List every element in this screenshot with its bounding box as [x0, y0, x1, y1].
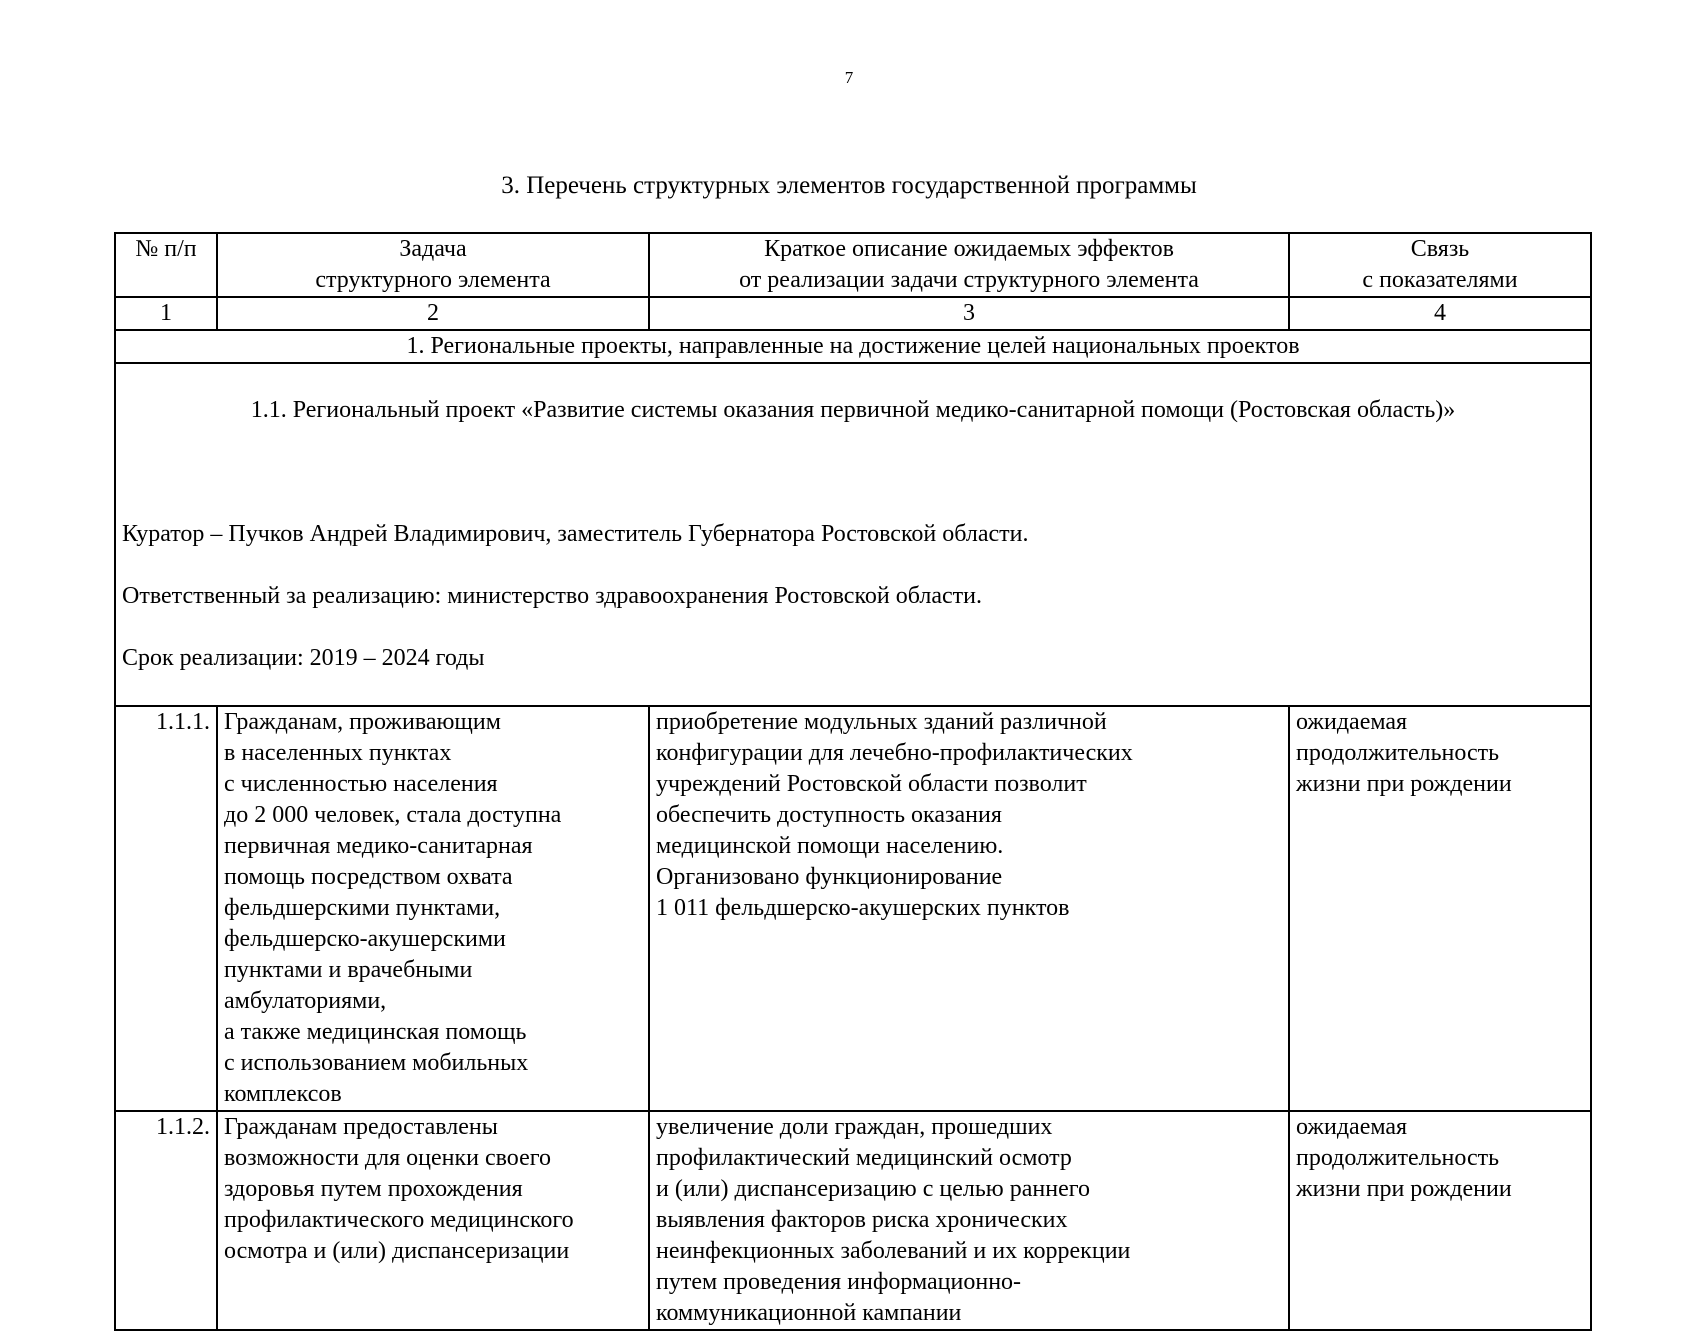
column-number-row: [115, 297, 1591, 330]
row-number: 1.1.2.: [115, 1111, 217, 1330]
row-indicator: ожидаемая продолжительность жизни при рождении: [1289, 706, 1591, 1111]
table-row: [115, 706, 1591, 1111]
table-header-row: [115, 233, 1591, 297]
row-task: Гражданам, проживающим в населенных пунктах с численностью населения до 2 000 человек, стала доступна первичная медико-санитарная помощь посредством охвата фельдшерскими пунктами, фельдшерско-акушерскими пунктами и врачебными амбулаториями, а также медицинская помощь с использованием мобильных комплексов: [217, 706, 649, 1111]
spacer: [122, 457, 1584, 488]
row-indicator: ожидаемая продолжительность жизни при рождении: [1289, 1111, 1591, 1330]
column-number: 4: [1289, 297, 1591, 330]
column-number: 2: [217, 297, 649, 330]
project-title: 1.1. Региональный проект «Развитие системы оказания первичной медико-санитарной помощи (Ростовская область)»: [250, 397, 1456, 423]
column-number: 1: [115, 297, 217, 330]
column-number: 3: [649, 297, 1289, 330]
header-number: № п/п: [115, 233, 217, 297]
structural-elements-table: [114, 232, 1592, 1331]
project-cell: [115, 363, 1591, 706]
row-effect: приобретение модульных зданий различной конфигурации для лечебно-профилактических учреждений Ростовской области позволит обеспечить доступность оказания медицинской помощи населению. Организовано функционирование 1 011 фельдшерско-акушерских пунктов: [649, 706, 1289, 1111]
header-effect: Краткое описание ожидаемых эффектов от реализации задачи структурного элемента: [649, 233, 1289, 297]
page-number: 7: [844, 68, 854, 87]
row-effect: увеличение доли граждан, прошедших профилактический медицинский осмотр и (или) диспансеризацию с целью раннего выявления факторов риска хронических неинфекционных заболеваний и их коррекции путем проведения информационно- коммуникационной кампании: [649, 1111, 1289, 1330]
project-term: Срок реализации: 2019 – 2024 годы: [122, 645, 485, 671]
row-task: Гражданам предоставлены возможности для оценки своего здоровья путем прохождения профилактического медицинского осмотра и (или) диспансеризации: [217, 1111, 649, 1330]
section-heading: 1. Региональные проекты, направленные на достижение целей национальных проектов: [115, 330, 1591, 363]
header-task: Задача структурного элемента: [217, 233, 649, 297]
section-title: 3. Перечень структурных элементов государственной программы: [501, 172, 1197, 199]
header-indicator: Связь с показателями: [1289, 233, 1591, 297]
section-row: [115, 330, 1591, 363]
table-row: [115, 1111, 1591, 1330]
row-number: 1.1.1.: [115, 706, 217, 1111]
project-row: [115, 363, 1591, 706]
project-curator: Куратор – Пучков Андрей Владимирович, заместитель Губернатора Ростовской области.: [122, 521, 1029, 547]
project-responsible: Ответственный за реализацию: министерство здравоохранения Ростовской области.: [122, 583, 982, 609]
